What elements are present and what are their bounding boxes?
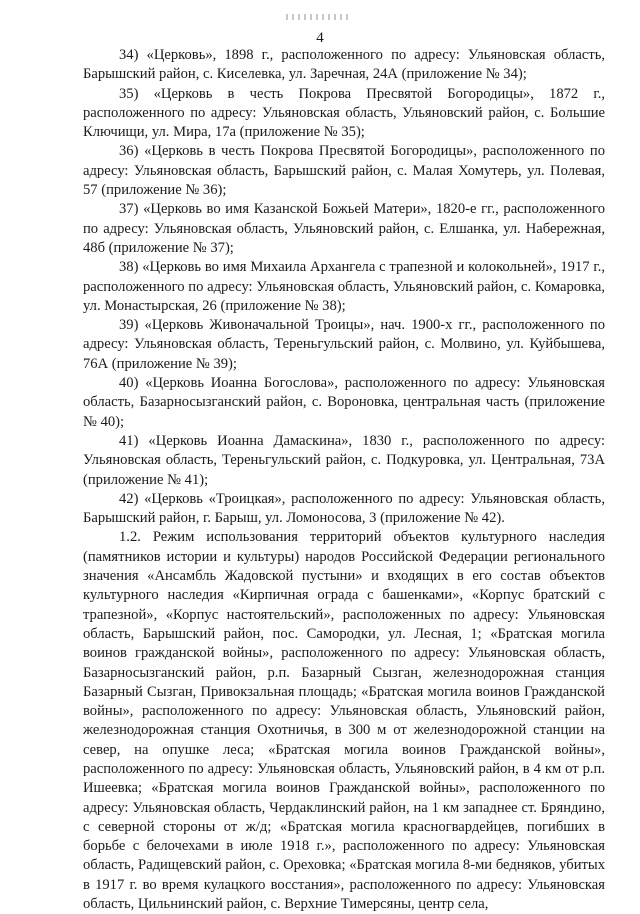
list-item-36: 36) «Церковь в честь Покрова Пресвятой Богородицы», расположенного по адресу: Ульяновская область, Барышский район, с. Малая Хомутерь, ул. Полевая, 57 (приложение № 36); — [83, 143, 605, 199]
list-item-39: 39) «Церковь Живоначальной Троицы», нач. 1900-х гг., расположенного по адресу: Ульяновская область, Тереньгульский район, с. Молвино, ул. Куйбышева, 76А (приложение № 39); — [83, 317, 605, 372]
list-item-35: 35) «Церковь в честь Покрова Пресвятой Богородицы», 1872 г., расположенного по адресу: Ульяновская область, Ульяновский район, с. Большие Ключищи, ул. Мира, 17а (приложение № 35); — [83, 85, 605, 141]
list-item-42: 42) «Церковь «Троицкая», расположенного по адресу: Ульяновская область, Барышский район, г. Барыш, ул. Ломоносова, 3 (приложение № 42). — [83, 490, 605, 527]
list-item-38: 38) «Церковь во имя Михаила Архангела с трапезной и колокольней», 1917 г., расположенного по адресу: Ульяновская область, Ульяновский район, с. Комаровка, ул. Монастырская, 26 (приложение № 38); — [83, 259, 605, 314]
list-item-41: 41) «Церковь Иоанна Дамаскина», 1830 г., расположенного по адресу: Ульяновская область, Тереньгульский район, с. Подкуровка, ул. Центральная, 73А (приложение № 41); — [83, 432, 605, 488]
scan-artifact — [286, 14, 350, 20]
list-item-37: 37) «Церковь во имя Казанской Божьей Матери», 1820-е гг., расположенного по адресу: Ульяновская область, Ульяновский район, с. Елшанка, ул. Набережная, 48б (приложение № 37); — [83, 201, 605, 256]
list-item-40: 40) «Церковь Иоанна Богослова», расположенного по адресу: Ульяновская область, Базарносызганский район, с. Вороновка, центральная часть (приложение № 40); — [83, 375, 605, 430]
page-number: 4 — [316, 30, 324, 46]
list-item-34: 34) «Церковь», 1898 г., расположенного по адресу: Ульяновская область, Барышский район, с. Киселевка, ул. Заречная, 24А (приложение № 34); — [83, 47, 605, 83]
section-1-2-paragraph: 1.2. Режим использования территорий объектов культурного наследия (памятников истории и культуры) народов Российской Федерации регионального значения «Ансамбль Жадовской пустыни» и входящих в его состав объектов культурного наследия «Кирпичная ограда с башенками», «Корпус братский с трапезной», «Корпус настоятельский», расположенных по адресу: Ульяновская область, Барышский район, пос. Самородки, ул. Лесная, 1; «Братская могила воинов гражданской войны», расположенного по адресу: Ульяновская область, Базарносызганский район, р.п. Базарный Сызган, железнодорожная станция Базарный Сызган, Привокзальная площадь; «Братская могила воинов Гражданской войны», расположенного по адресу: Ульяновская область, Ульяновский район, железнодорожная станция Охотничья, в 300 м от железнодорожной станции на север, на опушке леса; «Братская могила воинов Гражданской войны», расположенного по адресу: Ульяновская область, Ульяновский район, в 4 км от р.п. Ишеевка; «Братская могила воинов Гражданской войны», расположенного по адресу: Ульяновская область, Чердаклинский район, на 1 км западнее ст. Бряндино, с северной стороны от ж/д; «Братская могила красногвардейцев, погибших в борьбе с белочехами в июле 1918 г.», расположенного по адресу: Ульяновская область, Радищевский район, с. Ореховка; «Братская могила 8-ми бедняков, убитых в 1917 г. во время кулацкого восстания», расположенного по адресу: Ульяновская область, Цильнинский район, с. Верхние Тимерсяны, центр села, — [83, 529, 605, 913]
document-body — [83, 46, 605, 914]
